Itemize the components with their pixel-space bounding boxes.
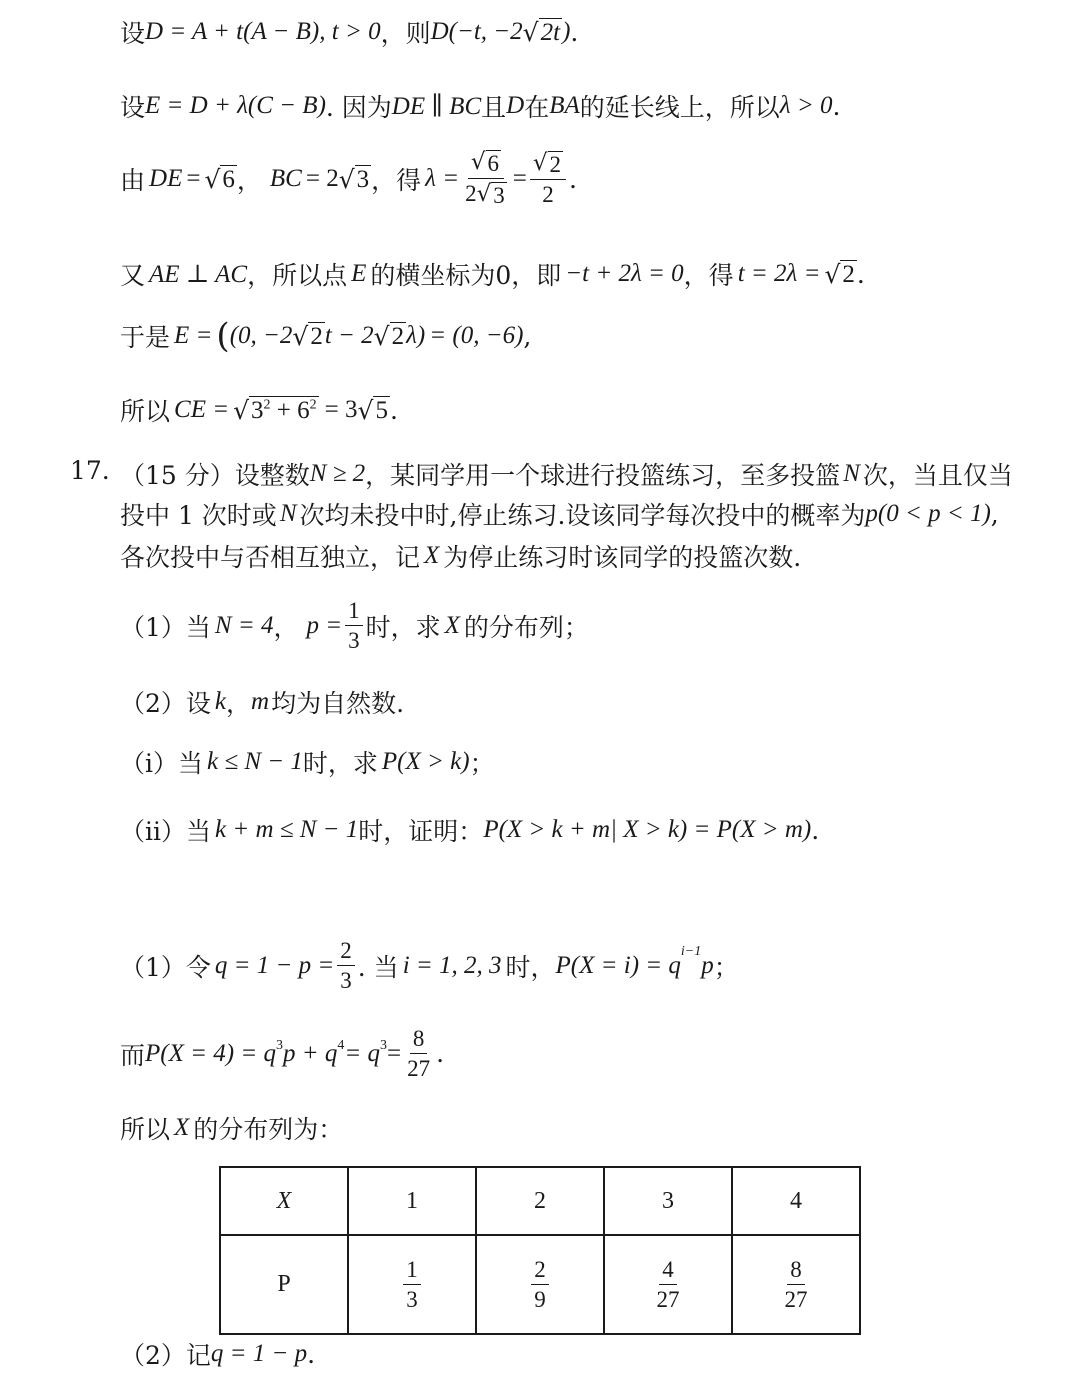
text: （15 分）设整数 bbox=[120, 461, 310, 490]
sqrt-arg: 2 bbox=[310, 322, 323, 350]
exponent: 2 bbox=[263, 397, 271, 413]
fraction-numerator: 4 bbox=[659, 1257, 677, 1285]
text: 在 bbox=[524, 93, 550, 122]
math: E bbox=[351, 260, 367, 287]
paren: ( bbox=[216, 316, 230, 356]
sqrt: √ 6 bbox=[204, 164, 235, 194]
sqrt: √ 3 bbox=[338, 164, 370, 194]
text: ， bbox=[226, 689, 252, 718]
sqrt: √ 2 bbox=[292, 321, 323, 351]
fraction-denominator: 9 bbox=[534, 1287, 546, 1312]
answer-line-3 bbox=[120, 1110, 343, 1146]
math: 3 bbox=[251, 396, 264, 424]
exponent: 3 bbox=[379, 1038, 387, 1053]
math: p = bbox=[306, 611, 343, 639]
text: 于是 bbox=[120, 323, 171, 352]
math: q = 1 − p bbox=[210, 1340, 308, 1367]
fraction bbox=[531, 1257, 549, 1313]
fraction-denominator: 3 bbox=[340, 968, 352, 994]
math: = q bbox=[344, 1039, 380, 1067]
subquestion-2-ii bbox=[120, 812, 819, 848]
math: D bbox=[430, 18, 449, 45]
text: ； bbox=[713, 952, 739, 982]
math: k + m ≤ N − 1 bbox=[215, 816, 359, 843]
text: 的延长线上，所以 bbox=[579, 93, 780, 122]
fraction-denominator: 27 bbox=[656, 1287, 680, 1312]
sqrt-arg bbox=[249, 396, 319, 425]
fraction-denominator: 27 bbox=[784, 1287, 808, 1312]
math: X bbox=[424, 542, 440, 569]
math: λ > 0 bbox=[779, 92, 833, 119]
text: ， bbox=[273, 612, 299, 642]
math: = bbox=[386, 1039, 402, 1067]
fraction bbox=[345, 598, 363, 654]
table-cell bbox=[604, 1235, 732, 1334]
math: = 3 bbox=[324, 396, 358, 423]
sqrt: √ 2 bbox=[373, 321, 405, 351]
text: . bbox=[811, 815, 820, 845]
answer-line-4 bbox=[120, 1336, 315, 1372]
text: ，得 bbox=[371, 166, 422, 196]
sqrt: √ 2 bbox=[824, 259, 855, 289]
text: 次均未投中时,停止练习.设该同学每次投中的概率为 bbox=[299, 501, 866, 530]
table-cell bbox=[348, 1235, 476, 1334]
sqrt: √ $3^2 + 6^2$ bbox=[233, 395, 317, 425]
sqrt-arg: 3 bbox=[356, 165, 370, 193]
solution-line-4 bbox=[120, 256, 865, 292]
text: 又 bbox=[120, 261, 146, 290]
text: 且 bbox=[481, 93, 507, 122]
text: 的分布列； bbox=[463, 612, 589, 642]
text: 次，当且仅当 bbox=[862, 461, 1013, 490]
subquestion-2 bbox=[120, 684, 404, 720]
subquestion-2-i bbox=[120, 744, 495, 780]
math: = (0, −6) bbox=[429, 322, 524, 349]
solution-line-5 bbox=[120, 318, 531, 354]
solution-line-3 bbox=[120, 150, 577, 209]
math: D bbox=[506, 92, 525, 119]
fraction-numerator: 1 bbox=[345, 598, 363, 626]
sqrt-arg: 5 bbox=[375, 396, 388, 424]
text: 由 bbox=[120, 166, 146, 196]
text: （2）设 bbox=[120, 689, 211, 718]
text: . bbox=[856, 259, 865, 289]
text: （1）令 bbox=[120, 952, 211, 982]
table-row bbox=[220, 1235, 860, 1334]
sqrt-arg: 2t bbox=[540, 18, 561, 46]
table-cell: 2 bbox=[476, 1167, 604, 1235]
math: q = 1 − p = bbox=[214, 951, 335, 979]
math: ) bbox=[562, 18, 571, 45]
text: 设 bbox=[120, 93, 146, 122]
text: . 当 bbox=[357, 952, 399, 982]
math: X bbox=[444, 611, 460, 639]
text: ，某同学用一个球进行投篮练习，至多投篮 bbox=[365, 461, 841, 490]
math: BC bbox=[269, 165, 302, 193]
math: λ = bbox=[425, 165, 460, 193]
math: AE ⊥ AC bbox=[149, 261, 248, 288]
math: t = 2λ = bbox=[737, 260, 821, 287]
text: 均为自然数. bbox=[271, 689, 405, 718]
math: λ) bbox=[406, 322, 426, 349]
text: . 因为 bbox=[325, 93, 392, 122]
text: . bbox=[569, 164, 577, 194]
table-cell: 4 bbox=[732, 1167, 860, 1235]
fraction-denominator: 2 bbox=[542, 182, 554, 208]
math: p(0 < p < 1) bbox=[865, 500, 991, 527]
math: t − 2 bbox=[324, 322, 374, 349]
text: 为停止练习时该同学的投篮次数. bbox=[443, 543, 802, 572]
fraction bbox=[530, 151, 566, 208]
fraction-numerator: 8 bbox=[410, 1026, 428, 1054]
sqrt: √ 3 bbox=[476, 181, 505, 209]
math: = 2 bbox=[305, 165, 339, 193]
text: , bbox=[523, 321, 532, 351]
subquestion-1 bbox=[120, 598, 589, 654]
exponent: 4 bbox=[337, 1038, 345, 1053]
math: N = 4 bbox=[214, 611, 274, 639]
text: 时，求 bbox=[302, 749, 378, 778]
text: 各次投中与否相互独立，记 bbox=[120, 543, 421, 572]
math: DE bbox=[149, 165, 183, 193]
math: E = bbox=[174, 322, 213, 349]
math: X bbox=[174, 1114, 190, 1141]
fraction-denominator: 3 bbox=[406, 1287, 418, 1312]
sqrt-arg: 6 bbox=[487, 151, 500, 176]
text: 投中 1 次时或 bbox=[120, 501, 277, 530]
math: D = A + t bbox=[145, 18, 244, 45]
math: p bbox=[701, 951, 714, 979]
table-cell: 3 bbox=[604, 1167, 732, 1235]
fraction-denominator bbox=[462, 179, 510, 208]
exponent: i−1 bbox=[680, 944, 702, 959]
table-row bbox=[220, 1167, 860, 1235]
table-cell bbox=[732, 1235, 860, 1334]
math: (−t, −2 bbox=[448, 18, 523, 45]
sqrt-arg: 2 bbox=[391, 322, 405, 350]
math: −t + 2λ = 0 bbox=[565, 260, 684, 287]
text: 的分布列为： bbox=[193, 1115, 344, 1144]
text: 设 bbox=[120, 19, 146, 48]
text: 时，求 bbox=[365, 612, 441, 642]
math: + 6 bbox=[270, 396, 310, 424]
fraction-numerator: 2 bbox=[531, 1257, 549, 1285]
text: ，所以点 bbox=[247, 261, 348, 290]
question-17-line-1 bbox=[120, 456, 1013, 492]
sqrt-arg: 6 bbox=[222, 165, 235, 193]
math: p + q bbox=[282, 1039, 338, 1067]
fraction bbox=[654, 1257, 683, 1313]
fraction-denominator: 27 bbox=[407, 1056, 431, 1082]
math: (C − B) bbox=[247, 92, 326, 119]
fraction bbox=[403, 1257, 421, 1313]
sqrt: √ 5 bbox=[357, 395, 388, 425]
question-number: 17. bbox=[70, 456, 110, 485]
text: , bbox=[990, 499, 999, 529]
fraction bbox=[462, 150, 510, 209]
math: BA bbox=[549, 92, 580, 119]
question-17-line-2 bbox=[120, 496, 999, 532]
math: = bbox=[512, 165, 527, 193]
text: （2）记 bbox=[120, 1341, 211, 1370]
fraction-numerator: √ 2 bbox=[530, 151, 566, 180]
sqrt-arg: 2 bbox=[549, 152, 562, 177]
answer-line-1 bbox=[120, 938, 739, 994]
fraction-numerator: 8 bbox=[787, 1257, 805, 1285]
fraction bbox=[337, 938, 355, 994]
math: DE ∥ BC bbox=[391, 93, 482, 120]
sqrt-arg: 3 bbox=[493, 183, 505, 209]
math: P(X > k) bbox=[381, 748, 470, 775]
math: , t > 0 bbox=[319, 18, 381, 45]
table-cell bbox=[476, 1235, 604, 1334]
math: CE = bbox=[174, 396, 230, 423]
math: N bbox=[843, 460, 860, 487]
fraction-numerator: 2 bbox=[337, 938, 355, 966]
text: . bbox=[307, 1339, 316, 1369]
math: P(X > k + m| X > k) = P(X > m) bbox=[483, 816, 812, 843]
math: k ≤ N − 1 bbox=[207, 748, 303, 775]
table-cell: P bbox=[220, 1235, 348, 1334]
math: i = 1, 2, 3 bbox=[402, 951, 502, 979]
answer-line-2 bbox=[120, 1026, 444, 1082]
text: 而 bbox=[120, 1040, 146, 1070]
fraction bbox=[404, 1026, 433, 1082]
sqrt: √ 2t bbox=[522, 17, 561, 47]
text: . bbox=[832, 91, 841, 121]
fraction-numerator: 1 bbox=[403, 1257, 421, 1285]
text: （ii）当 bbox=[120, 817, 211, 846]
math: = bbox=[186, 165, 201, 193]
text: . bbox=[570, 17, 579, 47]
text: ， bbox=[236, 166, 262, 196]
text: 的横坐标为0，即 bbox=[370, 261, 562, 290]
math: E = D + λ bbox=[145, 92, 248, 119]
solution-line-2 bbox=[120, 88, 840, 124]
exponent: 2 bbox=[309, 397, 317, 413]
math: (0, −2 bbox=[229, 322, 293, 349]
text: 时，证明： bbox=[358, 817, 484, 846]
table-cell: 1 bbox=[348, 1167, 476, 1235]
text: 所以 bbox=[120, 1115, 171, 1144]
math: (A − B) bbox=[243, 18, 320, 45]
text: 时， bbox=[505, 952, 556, 982]
fraction-denominator: 3 bbox=[348, 628, 360, 654]
question-17-line-3 bbox=[120, 538, 801, 574]
text: ，得 bbox=[683, 261, 734, 290]
distribution-table bbox=[219, 1166, 861, 1335]
math: k bbox=[214, 688, 227, 715]
math: P(X = 4) = q bbox=[145, 1039, 276, 1067]
math: P(X = i) = q bbox=[555, 951, 681, 979]
text: . bbox=[389, 395, 398, 425]
sqrt-arg: 2 bbox=[842, 260, 855, 288]
text: （i）当 bbox=[120, 749, 203, 778]
text: . bbox=[436, 1039, 445, 1069]
math: N bbox=[279, 500, 297, 527]
fraction bbox=[782, 1257, 811, 1313]
math: N ≥ 2 bbox=[309, 460, 366, 487]
text: ； bbox=[469, 749, 495, 778]
text: ，则 bbox=[380, 19, 431, 48]
math: m bbox=[251, 688, 270, 715]
table-cell: X bbox=[220, 1167, 348, 1235]
exponent: 3 bbox=[275, 1038, 283, 1053]
math: 2 bbox=[465, 181, 477, 207]
text: （1）当 bbox=[120, 612, 211, 642]
solution-line-6 bbox=[120, 392, 398, 428]
solution-line-1 bbox=[120, 14, 578, 50]
text: 所以 bbox=[120, 397, 171, 426]
fraction-numerator: √ 6 bbox=[468, 150, 504, 179]
